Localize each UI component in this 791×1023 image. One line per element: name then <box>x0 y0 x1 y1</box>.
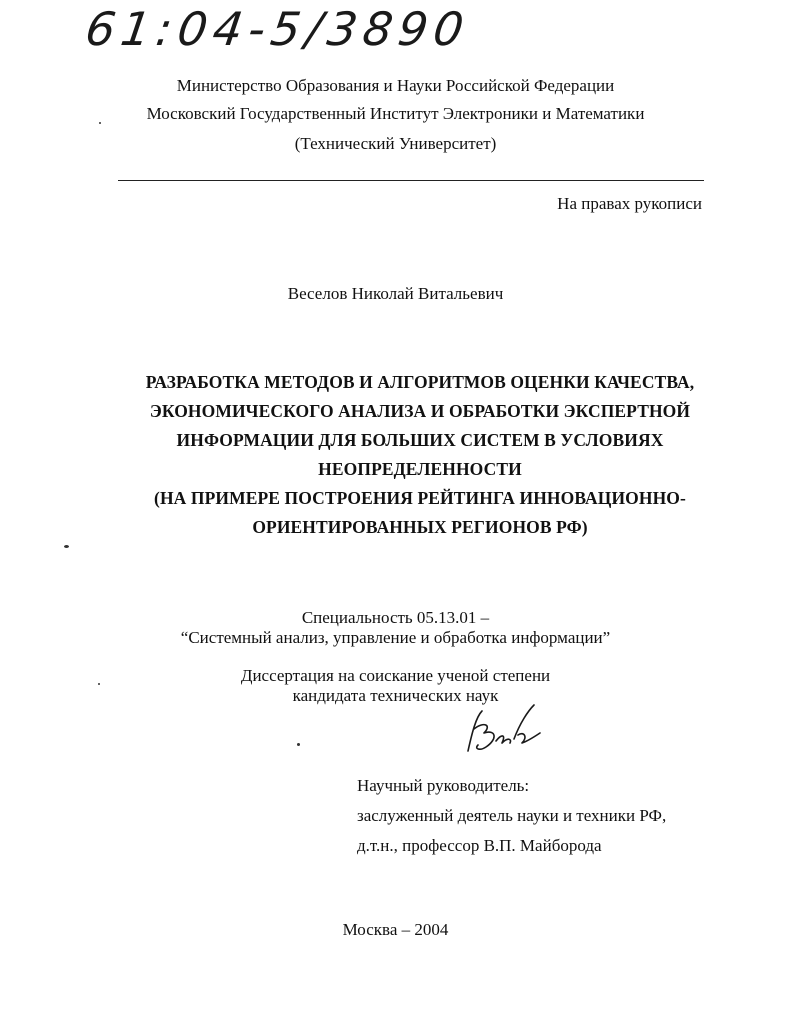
scan-speck <box>99 122 101 124</box>
header-divider <box>118 180 704 181</box>
title-line: ИНФОРМАЦИИ ДЛЯ БОЛЬШИХ СИСТЕМ В УСЛОВИЯХ <box>176 430 664 450</box>
dissertation-title <box>110 368 730 542</box>
city-year: Москва – 2004 <box>342 920 449 939</box>
scan-speck <box>297 743 300 746</box>
manuscript-note: На правах рукописи <box>557 194 702 213</box>
university-name: (Технический Университет) <box>294 134 497 153</box>
title-line: (НА ПРИМЕРЕ ПОСТРОЕНИЯ РЕЙТИНГА ИННОВАЦИОННО- <box>154 488 686 508</box>
archive-code-handwritten: 61:04-5/3890 <box>82 2 473 56</box>
title-line: НЕОПРЕДЕЛЕННОСТИ <box>318 459 522 479</box>
institute-name: Московский Государственный Институт Электроники и Математики <box>146 104 645 123</box>
degree-line-2: кандидата технических наук <box>292 686 499 705</box>
specialty-code: Специальность 05.13.01 – <box>301 608 490 627</box>
advisor-name: д.т.н., профессор В.П. Майборода <box>357 836 602 855</box>
ministry-name: Министерство Образования и Науки Российской Федерации <box>176 76 615 95</box>
scan-speck <box>64 545 69 548</box>
title-line: РАЗРАБОТКА МЕТОДОВ И АЛГОРИТМОВ ОЦЕНКИ КАЧЕСТВА, <box>145 372 695 392</box>
advisor-label: Научный руководитель: <box>357 776 530 795</box>
scan-speck <box>98 683 100 685</box>
advisor-title: заслуженный деятель науки и техники РФ, <box>357 806 667 825</box>
title-line: ЭКОНОМИЧЕСКОГО АНАЛИЗА И ОБРАБОТКИ ЭКСПЕРТНОЙ <box>149 401 691 421</box>
title-line: ОРИЕНТИРОВАННЫХ РЕГИОНОВ РФ) <box>252 517 588 537</box>
degree-line-1: Диссертация на соискание ученой степени <box>240 666 551 685</box>
specialty-name: “Системный анализ, управление и обработка информации” <box>180 628 611 647</box>
author-name: Веселов Николай Витальевич <box>287 284 504 303</box>
signature-icon <box>462 703 552 758</box>
